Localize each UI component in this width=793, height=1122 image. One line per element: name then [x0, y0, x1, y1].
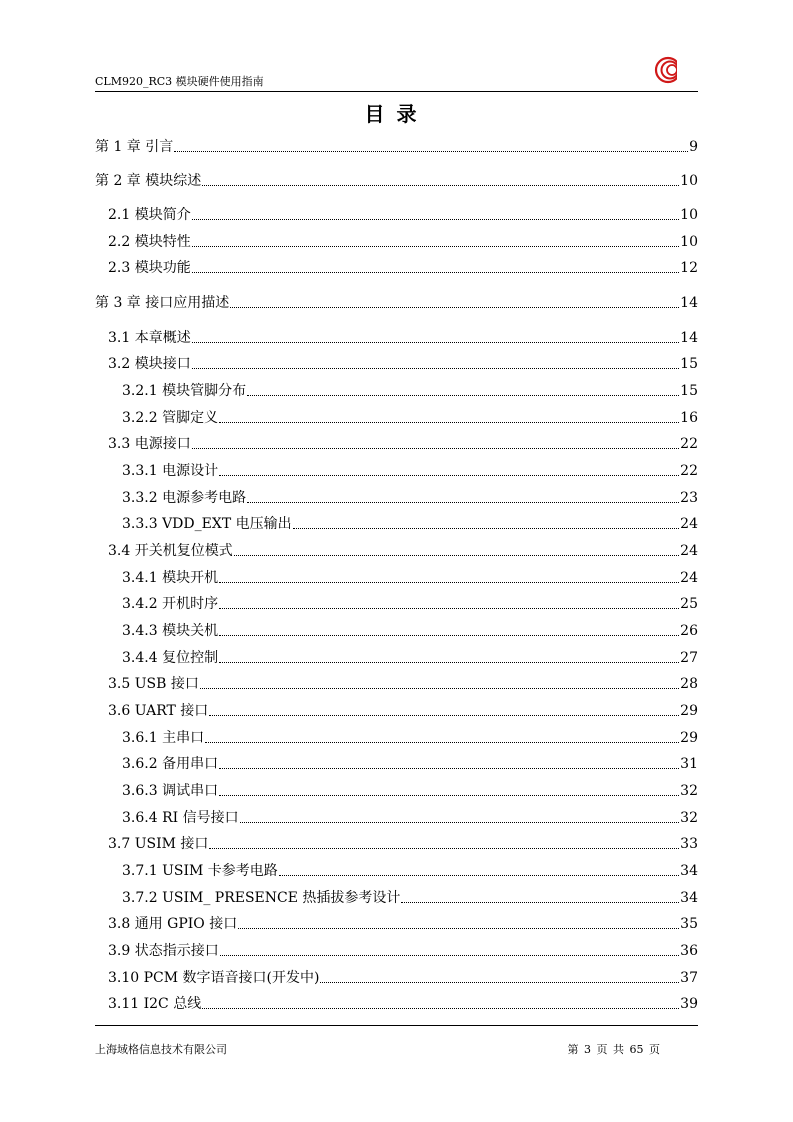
toc-leader	[293, 527, 680, 529]
toc-leader	[209, 847, 679, 849]
toc-entry-page: 37	[680, 970, 698, 986]
toc-entry-label: 3.11 I2C 总线	[108, 996, 202, 1012]
toc-entry-page: 32	[680, 810, 698, 826]
toc-entry-label: 2.2 模块特性	[108, 234, 191, 250]
toc-entry[interactable]	[108, 329, 698, 347]
toc-entry[interactable]	[122, 595, 698, 613]
toc-entry-label: 3.8 通用 GPIO 接口	[108, 916, 238, 932]
toc-entry-page: 10	[680, 173, 698, 189]
footer-page-info: 第 3 页 共 65 页	[567, 1043, 660, 1056]
toc-entry[interactable]	[122, 649, 698, 667]
toc-entry-page: 23	[680, 490, 698, 506]
toc-entry[interactable]	[108, 942, 698, 960]
toc-leader	[219, 661, 679, 663]
toc-entry-label: 3.6.3 调试串口	[122, 783, 219, 799]
toc-entry-label: 3.10 PCM 数字语音接口(开发中)	[108, 970, 320, 986]
toc-entry[interactable]	[122, 782, 698, 800]
toc-entry-page: 10	[680, 234, 698, 250]
toc-entry-label: 3.6.4 RI 信号接口	[122, 810, 239, 826]
toc-entry[interactable]	[122, 382, 698, 400]
toc-entry-label: 第 1 章 引言	[95, 139, 174, 155]
toc-leader	[192, 447, 679, 449]
toc-entry-label: 第 3 章 接口应用描述	[95, 295, 230, 311]
toc-entry-label: 3.9 状态指示接口	[108, 943, 219, 959]
toc-entry-label: 3.3.1 电源设计	[122, 463, 219, 479]
toc-entry[interactable]	[108, 355, 698, 373]
toc-leader	[174, 150, 688, 152]
toc-leader	[230, 306, 679, 308]
toc-entry[interactable]	[95, 294, 698, 312]
footer-rule	[95, 1025, 698, 1026]
toc-leader	[192, 245, 679, 247]
toc-entry-label: 3.4.1 模块开机	[122, 570, 219, 586]
company-logo-icon	[651, 56, 685, 84]
toc-entry-label: 3.4.2 开机时序	[122, 596, 219, 612]
toc-entry-label: 3.2 模块接口	[108, 356, 191, 372]
toc-entry-page: 29	[680, 730, 698, 746]
toc-entry[interactable]	[108, 206, 698, 224]
toc-entry-page: 24	[680, 543, 698, 559]
toc-leader	[192, 341, 679, 343]
toc-leader	[279, 874, 679, 876]
toc-leader	[192, 271, 679, 273]
toc-entry-page: 24	[680, 516, 698, 532]
toc-entry-page: 35	[680, 916, 698, 932]
toc-leader	[192, 218, 679, 220]
toc-leader	[220, 954, 679, 956]
toc-entry-page: 27	[680, 650, 698, 666]
toc-entry-label: 3.4.3 模块关机	[122, 623, 219, 639]
toc-entry[interactable]	[108, 702, 698, 720]
toc-entry[interactable]	[122, 569, 698, 587]
toc-entry[interactable]	[108, 969, 698, 987]
toc-leader	[238, 927, 679, 929]
toc-leader	[219, 767, 679, 769]
toc-leader	[219, 794, 679, 796]
header-rule	[95, 91, 698, 92]
toc-entry[interactable]	[122, 409, 698, 427]
toc-entry-page: 22	[680, 463, 698, 479]
toc-entry-label: 3.5 USB 接口	[108, 676, 199, 692]
toc-entry-page: 12	[680, 260, 698, 276]
toc-entry[interactable]	[122, 515, 698, 533]
toc-entry-label: 3.7.2 USIM_ PRESENCE 热插拔参考设计	[122, 890, 401, 906]
toc-entry[interactable]	[108, 995, 698, 1013]
toc-leader	[205, 741, 679, 743]
toc-entry[interactable]	[122, 622, 698, 640]
toc-entry-label: 2.3 模块功能	[108, 260, 191, 276]
toc-entry-page: 15	[680, 356, 698, 372]
toc-entry-page: 31	[680, 756, 698, 772]
toc-entry-label: 3.6.2 备用串口	[122, 756, 219, 772]
toc-entry-label: 3.1 本章概述	[108, 330, 191, 346]
toc-leader	[219, 581, 679, 583]
toc-entry-page: 14	[680, 295, 698, 311]
header-doc-title: CLM920_RC3 模块硬件使用指南	[95, 75, 264, 88]
toc-entry-page: 39	[680, 996, 698, 1012]
toc-entry-page: 24	[680, 570, 698, 586]
toc-leader	[200, 687, 679, 689]
footer-company: 上海域格信息技术有限公司	[95, 1043, 227, 1056]
toc-entry-page: 14	[680, 330, 698, 346]
toc-entry-label: 第 2 章 模块综述	[95, 173, 202, 189]
toc-leader	[219, 634, 679, 636]
toc-entry-label: 3.4.4 复位控制	[122, 650, 219, 666]
toc-entry-page: 36	[680, 943, 698, 959]
toc-entry[interactable]	[122, 889, 698, 907]
toc-entry[interactable]	[122, 809, 698, 827]
toc-entry[interactable]	[108, 675, 698, 693]
toc-leader	[202, 184, 679, 186]
toc-leader	[401, 901, 679, 903]
toc-leader	[320, 981, 679, 983]
toc-leader	[240, 821, 680, 823]
toc-entry-label: 3.6.1 主串口	[122, 730, 205, 746]
toc-entry[interactable]	[122, 489, 698, 507]
toc-entry-page: 28	[680, 676, 698, 692]
toc-entry-label: 3.3.2 电源参考电路	[122, 490, 247, 506]
toc-leader	[219, 474, 679, 476]
toc-entry-label: 3.3.3 VDD_EXT 电压输出	[122, 516, 292, 532]
toc-leader	[209, 714, 679, 716]
toc-leader	[219, 421, 679, 423]
toc-entry-page: 9	[689, 139, 698, 155]
toc-entry-page: 22	[680, 436, 698, 452]
toc-entry-label: 3.4 开关机复位模式	[108, 543, 233, 559]
toc-leader	[247, 394, 679, 396]
toc-entry[interactable]	[108, 542, 698, 560]
toc-entry[interactable]	[108, 915, 698, 933]
toc-entry[interactable]	[108, 259, 698, 277]
toc-entry[interactable]	[108, 435, 698, 453]
toc-entry-label: 2.1 模块简介	[108, 207, 191, 223]
toc-entry-page: 25	[680, 596, 698, 612]
toc-entry-label: 3.3 电源接口	[108, 436, 191, 452]
toc-entry-page: 29	[680, 703, 698, 719]
toc-entry-label: 3.2.2 管脚定义	[122, 410, 219, 426]
toc-entry[interactable]	[95, 138, 698, 156]
toc-entry-label: 3.6 UART 接口	[108, 703, 209, 719]
toc-entry[interactable]	[108, 835, 698, 853]
toc-leader	[247, 501, 679, 503]
toc-leader	[219, 607, 679, 609]
toc-entry-label: 3.7 USIM 接口	[108, 836, 209, 852]
toc-entry[interactable]	[122, 462, 698, 480]
toc-leader	[234, 554, 679, 556]
toc-entry-page: 26	[680, 623, 698, 639]
toc-entry-label: 3.7.1 USIM 卡参考电路	[122, 863, 278, 879]
toc-entry[interactable]	[122, 729, 698, 747]
toc-entry[interactable]	[95, 172, 698, 190]
toc-leader	[192, 367, 679, 369]
page-title: 目录	[364, 102, 429, 126]
toc-entry-page: 32	[680, 783, 698, 799]
toc-entry-page: 10	[680, 207, 698, 223]
toc-entry[interactable]	[122, 755, 698, 773]
toc-entry-page: 34	[680, 890, 698, 906]
toc-leader	[202, 1007, 679, 1009]
toc-entry-page: 15	[680, 383, 698, 399]
toc-entry[interactable]	[122, 862, 698, 880]
toc-entry[interactable]	[108, 233, 698, 251]
toc-entry-page: 33	[680, 836, 698, 852]
toc-entry-label: 3.2.1 模块管脚分布	[122, 383, 247, 399]
toc-entry-page: 16	[680, 410, 698, 426]
toc-entry-page: 34	[680, 863, 698, 879]
